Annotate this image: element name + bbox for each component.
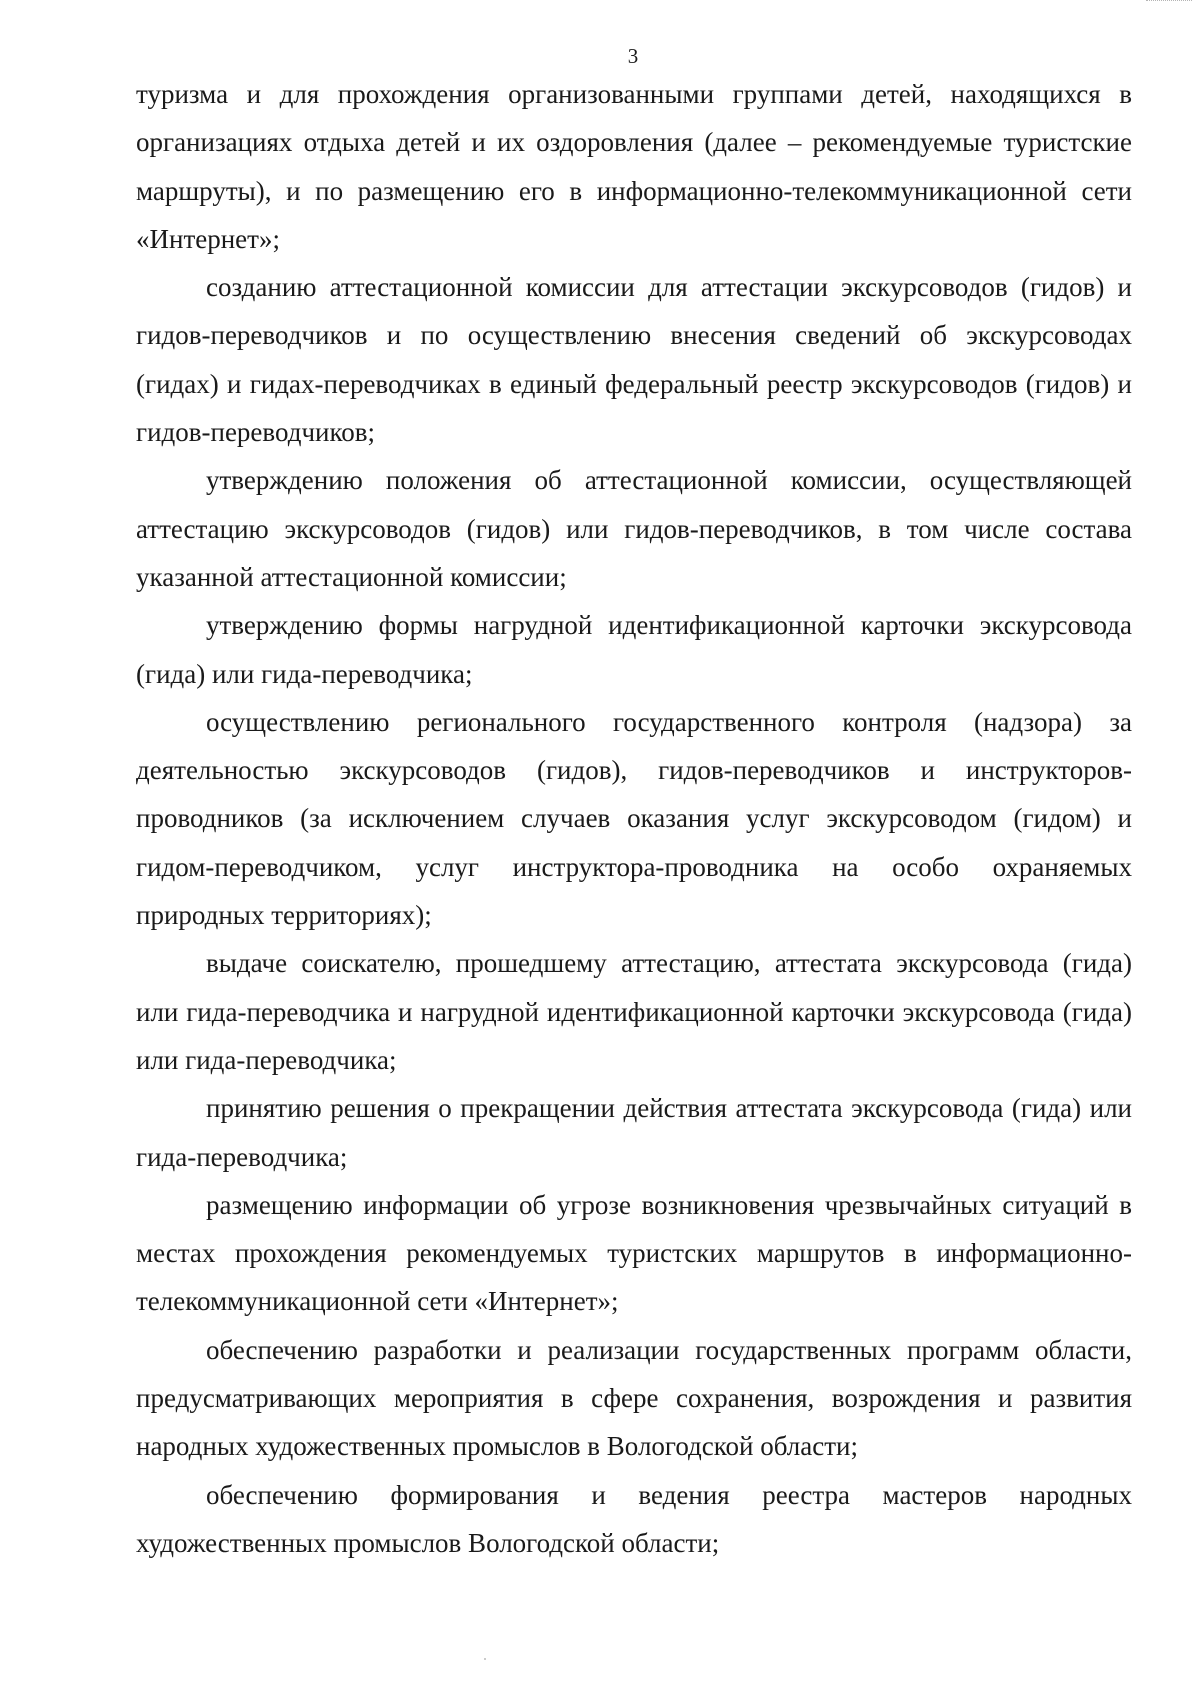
paragraph-badge-form: утверждению формы нагрудной идентификационной карточки экскурсовода (гида) или гида-переводчика; xyxy=(136,610,1132,689)
page-number: 3 xyxy=(627,44,639,68)
scan-artifact xyxy=(1146,0,1192,4)
paragraph-certificate-termination: принятию решения о прекращении действия аттестата экскурсовода (гида) или гида-переводчика; xyxy=(136,1093,1132,1172)
paragraph-masters-registry: обеспечению формирования и ведения реестра мастеров народных художественных промыслов Вологодской области; xyxy=(136,1479,1132,1558)
scan-artifact-dot xyxy=(484,1658,486,1660)
document-body xyxy=(136,70,1132,1567)
paragraph-state-programs: обеспечению разработки и реализации государственных программ области, предусматривающих мероприятия в сфере сохранения, возрождения и развития народных художественных промыслов в Вологодской области; xyxy=(136,1334,1132,1462)
paragraph-attestation-commission: созданию аттестационной комиссии для аттестации экскурсоводов (гидов) и гидов-переводчиков и по осуществлению внесения сведений об экскурсоводах (гидах) и гидах-переводчиках в единый федеральный реестр экскурсоводов (гидов) и гидов-переводчиков; xyxy=(136,272,1132,448)
paragraph-continuation: туризма и для прохождения организованными группами детей, находящихся в организациях отдыха детей и их оздоровления (далее – рекомендуемые туристские маршруты), и по размещению его в информационно-телекоммуникационной сети «Интернет»; xyxy=(136,79,1132,254)
paragraph-commission-regulation: утверждению положения об аттестационной комиссии, осуществляющей аттестацию экскурсоводов (гидов) или гидов-переводчиков, в том числе состава указанной аттестационной комиссии; xyxy=(136,465,1132,592)
paragraph-certificate-issuance: выдаче соискателю, прошедшему аттестацию, аттестата экскурсовода (гида) или гида-переводчика и нагрудной идентификационной карточки экскурсовода (гида) или гида-переводчика; xyxy=(136,948,1132,1075)
paragraph-emergency-info: размещению информации об угрозе возникновения чрезвычайных ситуаций в местах прохождения рекомендуемых туристских маршрутов в информационно-телекоммуникационной сети «Интернет»; xyxy=(136,1189,1132,1317)
paragraph-regional-control: осуществлению регионального государственного контроля (надзора) за деятельностью экскурсоводов (гидов), гидов-переводчиков и инструкторов-проводников (за исключением случаев оказания услуг экскурсоводом (гидом) и гидом-переводчиком, услуг инструктора-проводника на особо охраняемых природных территориях); xyxy=(136,706,1132,931)
